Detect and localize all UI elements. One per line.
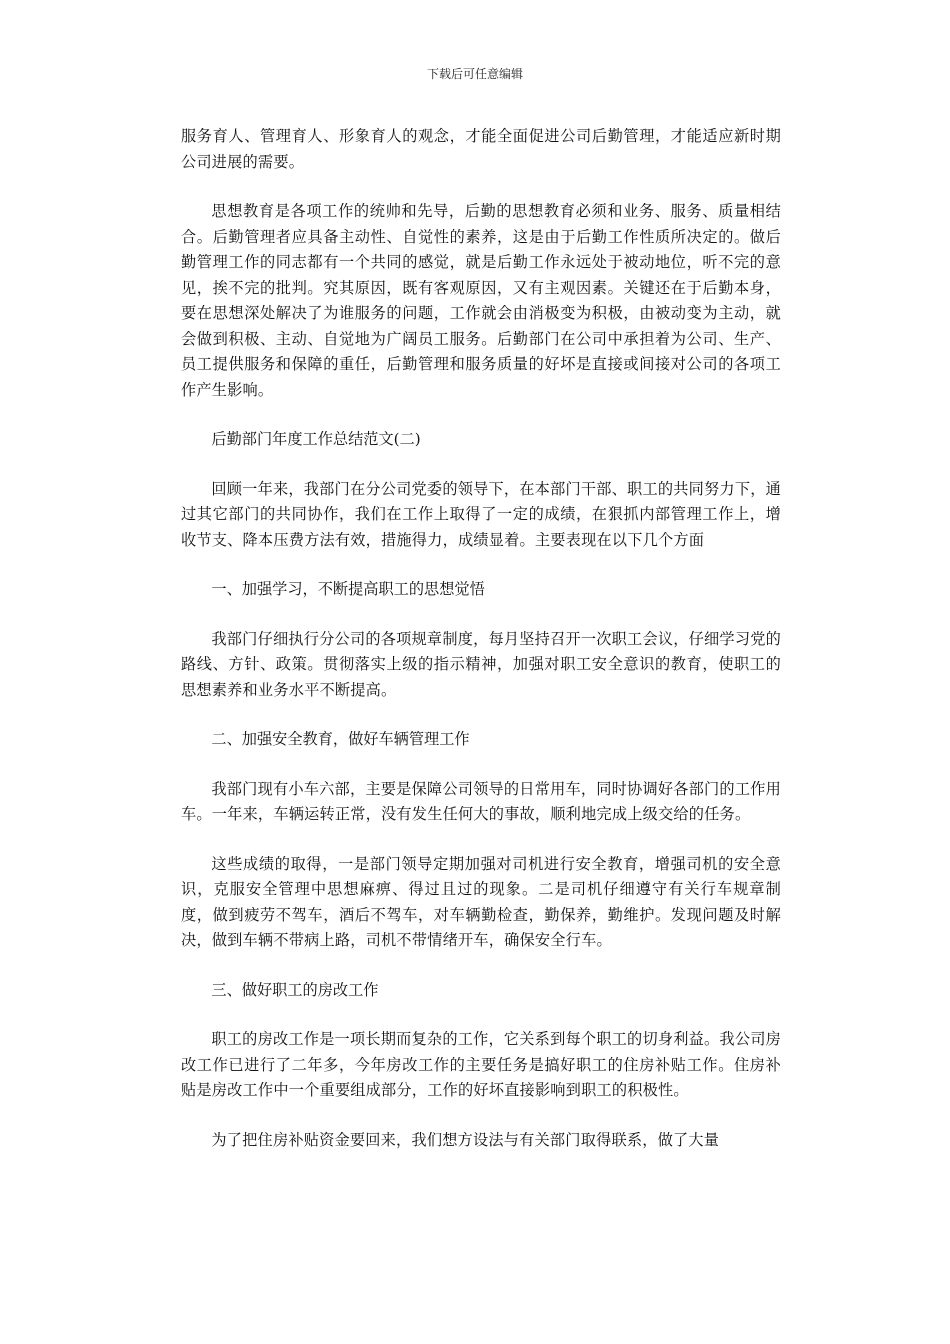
document-body [181, 124, 781, 1177]
paragraph-4: 我部门仔细执行分公司的各项规章制度，每月坚持召开一次职工会议，仔细学习党的路线、方针、政策。贯彻落实上级的指示精神，加强对职工安全意识的教育，使职工的思想素养和业务水平不断提高。 [181, 629, 781, 699]
heading-2: 二、加强安全教育，做好车辆管理工作 [211, 730, 470, 748]
heading-3: 三、做好职工的房改工作 [211, 980, 379, 999]
paragraph-5: 我部门现有小车六部，主要是保障公司领导的日常用车，同时协调好各部门的工作用车。一年来，车辆运转正常，没有发生任何大的事故，顺利地完成上级交给的任务。 [181, 779, 781, 823]
paragraph-7: 职工的房改工作是一项长期而复杂的工作，它关系到每个职工的切身利益。我公司房改工作已进行了二年多，今年房改工作的主要任务是搞好职工的住房补贴工作。住房补贴是房改工作中一个重要组成部分，工作的好坏直接影响到职工的积极性。 [181, 1030, 781, 1099]
heading-1: 一、加强学习，不断提高职工的思想觉悟 [211, 580, 485, 598]
paragraph-3: 回顾一年来，我部门在分公司党委的领导下，在本部门干部、职工的共同努力下，通过其它部门的共同协作，我们在工作上取得了一定的成绩，在狠抓内部管理工作上，增收节支、降本压费方法有效，措施得力，成绩显着。主要表现在以下几个方面 [181, 479, 781, 549]
paragraph-8: 为了把住房补贴资金要回来，我们想方设法与有关部门取得联系，做了大量 [211, 1130, 720, 1149]
paragraph-1: 服务育人、管理育人、形象育人的观念，才能全面促进公司后勤管理，才能适应新时期公司进展的需要。 [181, 127, 781, 171]
page-header: 下载后可任意编辑 [426, 67, 523, 81]
paragraph-2: 思想教育是各项工作的统帅和先导，后勤的思想教育必须和业务、服务、质量相结合。后勤管理者应具备主动性、自觉性的素养，这是由于后勤工作性质所决定的。做后勤管理工作的同志都有一个共同的感觉，就是后勤工作永远处于被动地位，听不完的意见，挨不完的批判。究其原因，既有客观原因，又有主观因素。关键还在于后勤本身，要在思想深处解决了为谁服务的问题，工作就会由消极变为积极，由被动变为主动，就会做到积极、主动、自觉地为广阔员工服务。后勤部门在公司中承担着为公司、生产、员工提供服务和保障的重任，后勤管理和服务质量的好坏是直接或间接对公司的各项工作产生影响。 [181, 202, 781, 399]
section-title: 后勤部门年度工作总结范文(二) [211, 430, 421, 448]
paragraph-6: 这些成绩的取得，一是部门领导定期加强对司机进行安全教育，增强司机的安全意识，克服安全管理中思想麻痹、得过且过的现象。二是司机仔细遵守有关行车规章制度，做到疲劳不驾车，酒后不驾车，对车辆勤检查，勤保养，勤维护。发现问题及时解决，做到车辆不带病上路，司机不带情绪开车，确保安全行车。 [181, 854, 781, 949]
